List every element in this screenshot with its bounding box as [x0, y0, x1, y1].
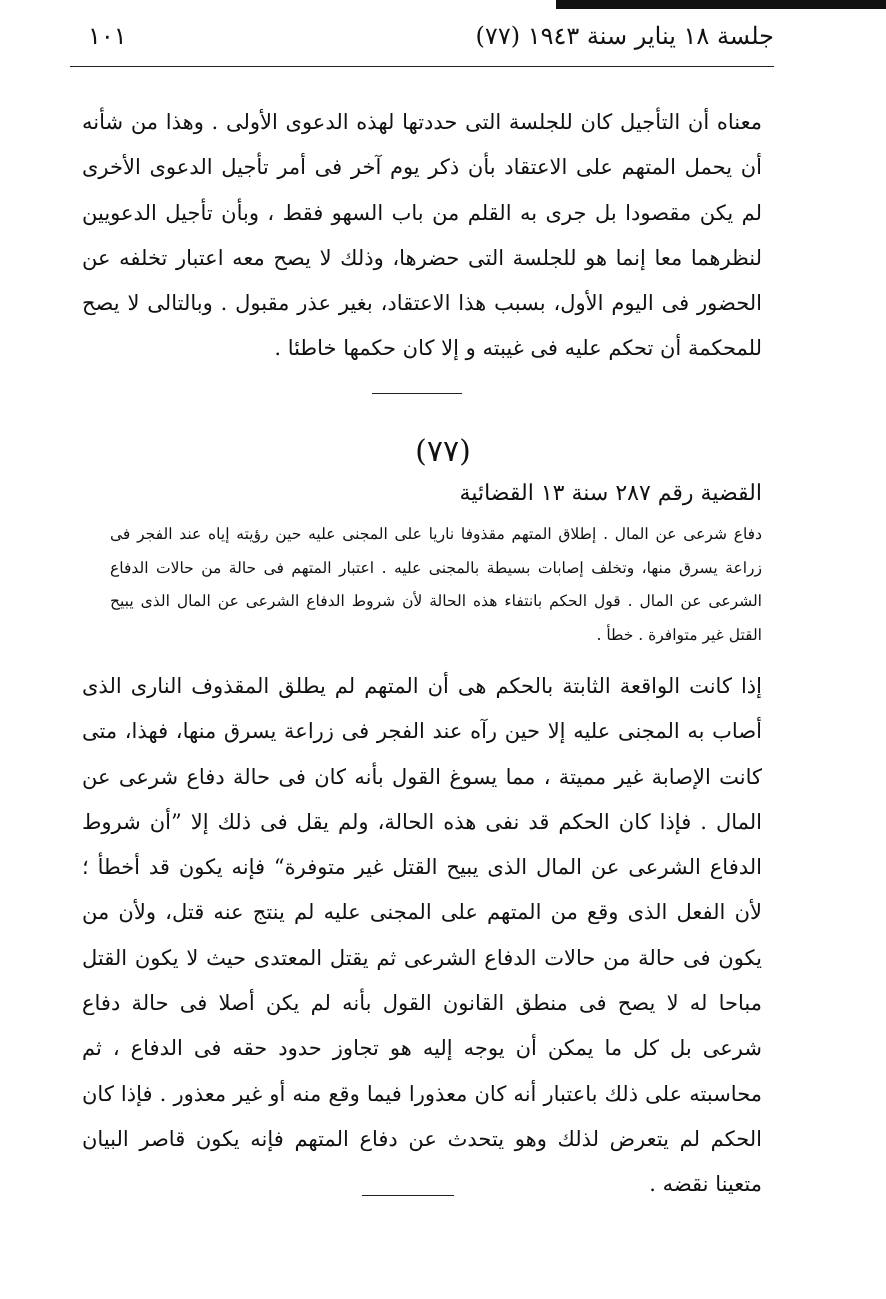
opening-paragraph: [82, 100, 762, 372]
header-rule: [70, 66, 774, 67]
case-summary-text: دفاع شرعى عن المال . إطلاق المتهم مقذوفا ناريا على المجنى عليه حين رؤيته إياه عند الفجر فى زراعة يسرق منها، وتخلف إصابات بسيطة بالمجنى عليه . اعتبار المتهم فى حالة من حالات الدفاع الشرعى عن المال . قول الحكم بانتفاء هذه الحالة لأن شروط الدفاع الشرعى عن المال الذى يبيح القتل غير متوافرة . خطأ .: [110, 525, 762, 644]
ruling-paragraph-text: إذا كانت الواقعة الثابتة بالحكم هى أن المتهم لم يطلق المقذوف النارى الذى أصاب به المجنى عليه إلا حين رآه عند الفجر فى زراعة يسرق منها، فهذا، متى كانت الإصابة غير مميتة ، مما يسوغ القول بأنه كان فى حالة دفاع شرعى عن المال . فإذا كان الحكم قد نفى هذه الحالة، ولم يقل فى ذلك إلا ”أن شروط الدفاع الشرعى عن المال الذى يبيح القتل غير متوفرة“ فإنه يكون قد أخطأ ؛ لأن الفعل الذى وقع من المتهم على المجنى عليه لم ينتج عنه قتل، ولأن من يكون فى حالة من حالات الدفاع الشرعى ثم يقتل المعتدى حيث لا يكون القتل مباحا له لا يصح فى منطق القانون القول بأنه لم يكن أصلا فى حالة دفاع شرعى بل كل ما يمكن أن يوجه إليه هو تجاوز حدود حقه فى الدفاع ، ثم محاسبته على ذلك باعتبار أنه كان معذورا فيما وقع منه أو غير معذور . فإذا كان الحكم لم يتعرض لذلك وهو يتحدث عن دفاع المتهم فإنه يكون قاصر البيان متعينا نقضه .: [82, 674, 762, 1197]
ruling-paragraph: [82, 664, 762, 1208]
case-summary: [110, 518, 762, 652]
end-divider: [362, 1195, 454, 1196]
section-divider: [372, 393, 462, 394]
running-head: جلسة ١٨ يناير سنة ١٩٤٣ (٧٧): [475, 22, 774, 50]
scan-edge-shadow: [556, 0, 886, 9]
page-header: [70, 14, 774, 62]
case-title: القضية رقم ٢٨٧ سنة ١٣ القضائية: [459, 481, 762, 506]
page-number: ١٠١: [88, 22, 127, 50]
case-number: (٧٧): [415, 434, 471, 469]
opening-paragraph-text: معناه أن التأجيل كان للجلسة التى حددتها لهذه الدعوى الأولى . وهذا من شأنه أن يحمل المتهم على الاعتقاد بأن ذكر يوم آخر فى أمر تأجيل الدعوى الأخرى لم يكن مقصودا بل جرى به القلم من باب السهو فقط ، وبأن تأجيل الدعويين لنظرهما معا إنما هو للجلسة التى حضرها، وذلك لا يصح معه اعتبار تخلفه عن الحضور فى اليوم الأول، بسبب هذا الاعتقاد، بغير عذر مقبول . وبالتالى لا يصح للمحكمة أن تحكم عليه فى غيبته و إلا كان حكمها خاطئا .: [82, 110, 762, 361]
